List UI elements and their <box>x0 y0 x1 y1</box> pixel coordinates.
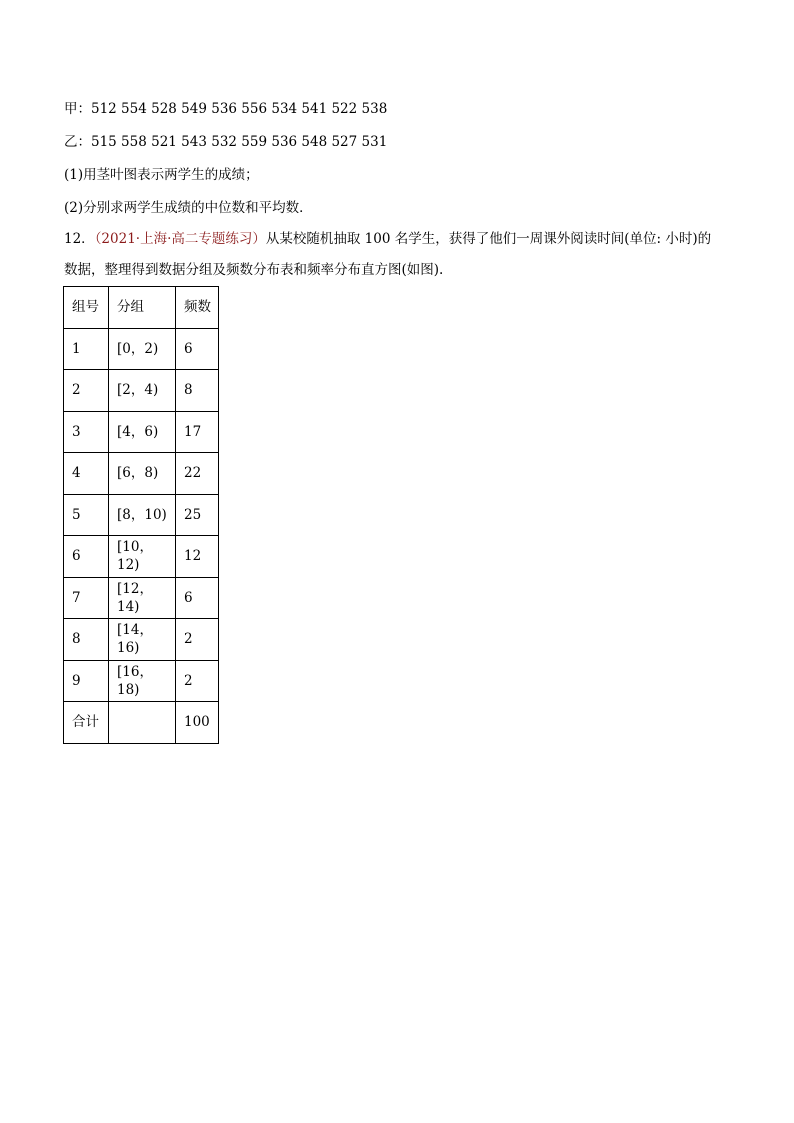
scores-jia: 甲：512 554 528 549 536 556 534 541 522 538 <box>64 101 388 117</box>
table-header-cell: 频数 <box>176 287 219 329</box>
problem-text: 从某校随机抽取 100 名学生，获得了他们一周课外阅读时间(单位: 小时)的 <box>265 231 712 247</box>
table-header-row <box>64 287 219 329</box>
table-cell: 2 <box>176 619 219 661</box>
table-row <box>64 370 219 412</box>
table-cell: 5 <box>64 494 109 536</box>
table-cell: 12 <box>176 536 219 578</box>
table-cell: 8 <box>64 619 109 661</box>
table-cell: 6 <box>64 536 109 578</box>
table-cell: 2 <box>176 660 219 702</box>
table-cell: 22 <box>176 453 219 495</box>
table-cell: 7 <box>64 577 109 619</box>
problem-number: 12． <box>64 231 95 247</box>
table-cell: 8 <box>176 370 219 412</box>
table-row <box>64 328 219 370</box>
table-cell: 3 <box>64 411 109 453</box>
table-cell: [2，4) <box>109 370 176 412</box>
table-cell: [12，14) <box>109 577 176 619</box>
problem-12-continuation: 数据，整理得到数据分组及频数分布表和频率分布直方图(如图). <box>64 262 444 278</box>
frequency-table <box>63 286 219 744</box>
table-cell: 6 <box>176 577 219 619</box>
table-cell: 1 <box>64 328 109 370</box>
table-cell: 17 <box>176 411 219 453</box>
table-row <box>64 494 219 536</box>
table-cell: 2 <box>64 370 109 412</box>
table-header-cell: 组号 <box>64 287 109 329</box>
table-cell: 9 <box>64 660 109 702</box>
table-cell: [16，18) <box>109 660 176 702</box>
table-cell: [4，6) <box>109 411 176 453</box>
table-cell: 6 <box>176 328 219 370</box>
table-cell <box>109 702 176 744</box>
problem-source[interactable]: （2021·上海·高二专题练习） <box>94 231 266 247</box>
table-row <box>64 702 219 744</box>
scores-yi: 乙：515 558 521 543 532 559 536 548 527 531 <box>64 134 388 150</box>
table-cell: [8，10) <box>109 494 176 536</box>
question-part-2: (2)分别求两学生成绩的中位数和平均数． <box>64 200 313 216</box>
table-row <box>64 411 219 453</box>
question-part-1: (1)用茎叶图表示两学生的成绩； <box>64 167 259 183</box>
table-cell: 合计 <box>64 702 109 744</box>
table-row <box>64 536 219 578</box>
table-row <box>64 660 219 702</box>
table-cell: 100 <box>176 702 219 744</box>
table-cell: 25 <box>176 494 219 536</box>
table-cell: 4 <box>64 453 109 495</box>
table-row <box>64 577 219 619</box>
table-row <box>64 619 219 661</box>
table-row <box>64 453 219 495</box>
table-cell: [10，12) <box>109 536 176 578</box>
problem-12-header <box>64 230 711 248</box>
table-cell: [6，8) <box>109 453 176 495</box>
table-cell: [14，16) <box>109 619 176 661</box>
table-cell: [0，2) <box>109 328 176 370</box>
table-header-cell: 分组 <box>109 287 176 329</box>
